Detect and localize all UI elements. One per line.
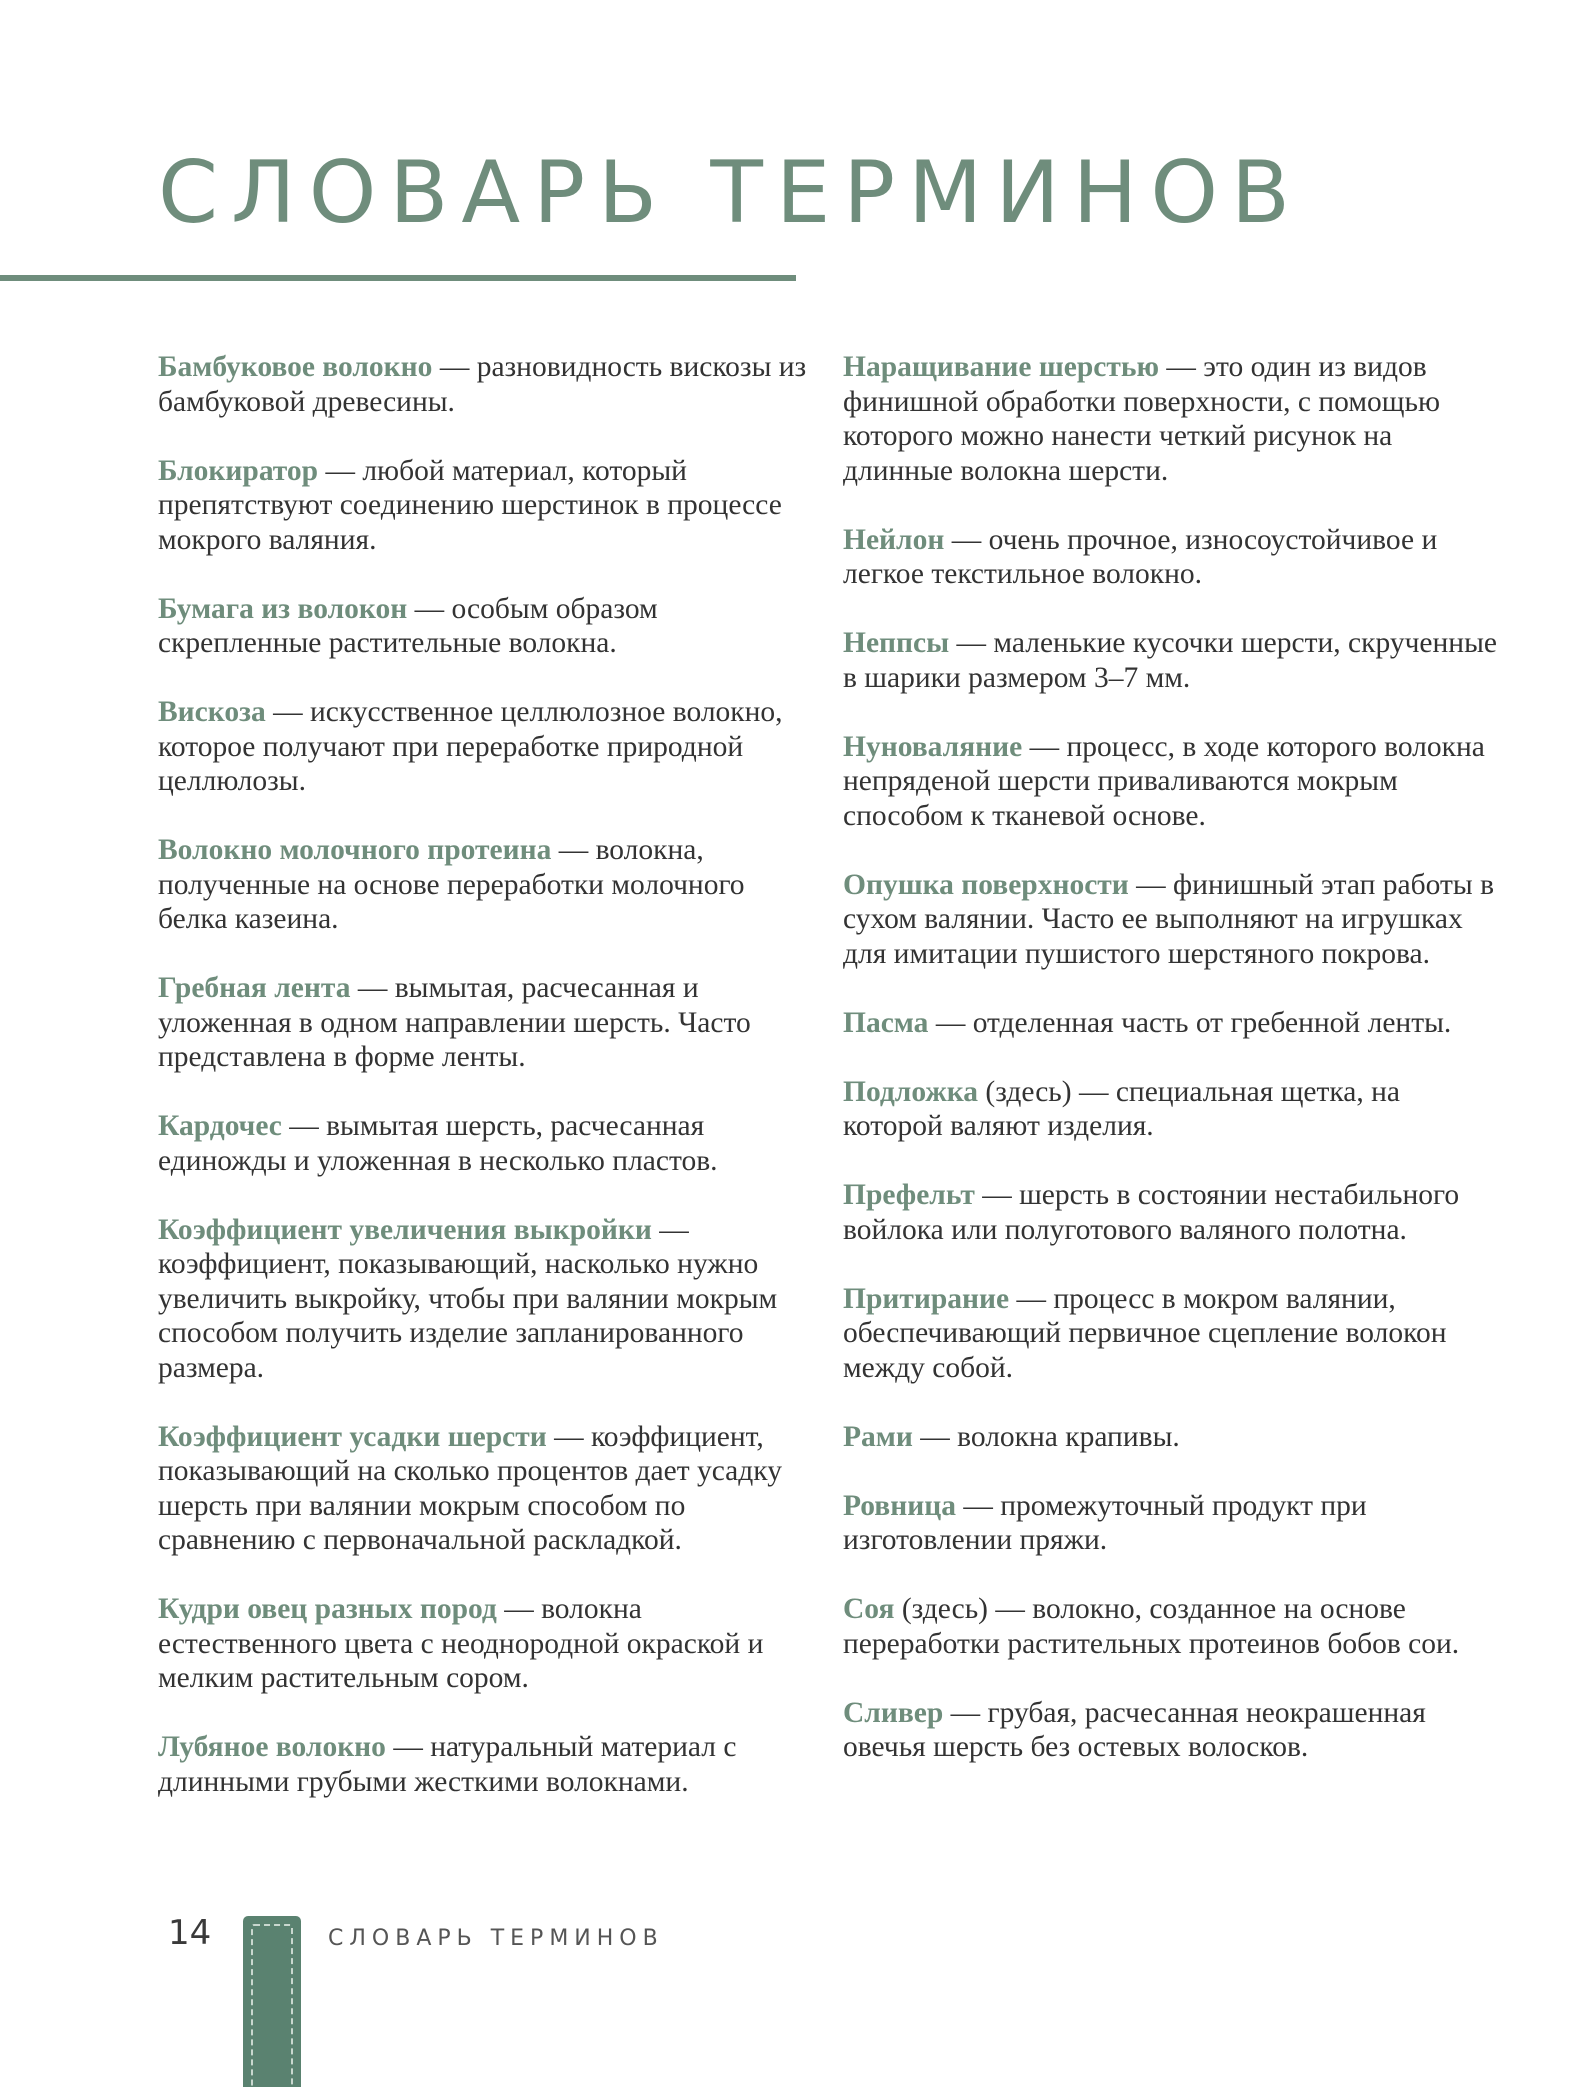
title-underline — [0, 275, 796, 281]
glossary-term: Вискоза — [158, 696, 266, 728]
glossary-entry — [158, 1420, 818, 1558]
glossary-entry — [158, 1213, 818, 1386]
glossary-term: Пасма — [843, 1006, 929, 1039]
glossary-entry — [158, 833, 818, 937]
glossary-term: Наращивание шерстью — [843, 351, 1160, 383]
glossary-column-right — [843, 350, 1503, 1799]
glossary-term: Кудри овец разных пород — [158, 1593, 497, 1625]
glossary-definition: — особым образом скрепленные растительные волокна. — [158, 592, 658, 659]
glossary-term: Рами — [843, 1420, 913, 1453]
glossary-term: Блокиратор — [158, 454, 319, 487]
glossary-term: Ровница — [843, 1489, 956, 1522]
glossary-entry — [843, 523, 1503, 592]
glossary-definition: — волокна естественного цвета с неоднородной окраской и мелким растительным сором. — [158, 1593, 764, 1694]
glossary-entry — [843, 1489, 1503, 1558]
glossary-entry — [843, 626, 1503, 695]
glossary-qualifier: (здесь) — [978, 1075, 1072, 1108]
tab-stitching — [251, 1924, 293, 2087]
glossary-definition: — любой материал, который препятствуют соединению шерстинок в процессе мокрого валяния. — [158, 454, 782, 556]
glossary-term: Нейлон — [843, 523, 945, 556]
glossary-entry — [843, 730, 1503, 834]
glossary-term: Лубяное волокно — [158, 1731, 386, 1763]
glossary-term: Бумага из волокон — [158, 592, 408, 625]
glossary-qualifier: (здесь) — [894, 1593, 988, 1625]
glossary-definition: — специальная щетка, на которой валяют изделия. — [843, 1075, 1401, 1142]
bookmark-tab — [243, 1916, 301, 2087]
glossary-definition: — волокно, созданное на основе переработки растительных протеинов бобов сои. — [843, 1593, 1460, 1660]
glossary-term: Сливер — [843, 1696, 944, 1729]
glossary-definition: — вымытая, расчесанная и уложенная в одном направлении шерсть. Часто представлена в форме ленты. — [158, 972, 751, 1073]
glossary-definition: — волокна, полученные на основе переработки молочного белка казеина. — [158, 834, 745, 935]
glossary-definition: — вымытая шерсть, расчесанная единожды и уложенная в несколько пластов. — [158, 1110, 718, 1177]
glossary-entry — [158, 592, 818, 661]
glossary-entry — [843, 1178, 1503, 1247]
glossary-definition: — промежуточный продукт при изготовлении пряжи. — [843, 1489, 1367, 1556]
glossary-definition: — натуральный материал с длинными грубыми жесткими волокнами. — [158, 1731, 737, 1798]
glossary-definition: — это один из видов финишной обработки поверхности, с помощью которого можно нанести четкий рисунок на длинные волокна шерсти. — [843, 351, 1441, 487]
glossary-entry — [843, 1075, 1503, 1144]
glossary-entry — [843, 1592, 1503, 1661]
glossary-column-left — [158, 350, 818, 1834]
glossary-term: Притирание — [843, 1282, 1010, 1315]
glossary-definition: — разновидность вискозы из бамбуковой древесины. — [158, 351, 807, 418]
glossary-term: Волокно молочного протеина — [158, 834, 552, 866]
glossary-definition: — шерсть в состоянии нестабильного войлока или полуготового валяного полотна. — [843, 1179, 1460, 1246]
glossary-definition: — процесс, в ходе которого волокна непряденой шерсти приваливаются мокрым способом к тканевой основе. — [843, 730, 1485, 832]
glossary-entry — [158, 1109, 818, 1178]
glossary-entry — [158, 1730, 818, 1799]
glossary-definition: — грубая, расчесанная неокрашенная овечья шерсть без остевых волосков. — [843, 1696, 1426, 1763]
glossary-definition: — коэффициент, показывающий на сколько процентов дает усадку шерсть при валянии мокрым способом по сравнению с первоначальной раскладкой. — [158, 1420, 782, 1556]
glossary-term: Соя — [843, 1593, 895, 1625]
glossary-definition: — отделенная часть от гребенной ленты. — [928, 1006, 1452, 1039]
glossary-definition: — маленькие кусочки шерсти, скрученные в шарики размером 3–7 мм. — [843, 627, 1497, 694]
glossary-term: Префельт — [843, 1179, 975, 1211]
glossary-entry — [843, 1282, 1503, 1386]
glossary-entry — [158, 454, 818, 558]
glossary-definition: — процесс в мокром валянии, обеспечивающий первичное сцепление волокон между собой. — [843, 1282, 1447, 1384]
glossary-term: Бамбуковое волокно — [158, 351, 433, 383]
glossary-term: Коэффициент усадки шерсти — [158, 1420, 547, 1453]
glossary-term: Кардочес — [158, 1110, 282, 1142]
glossary-term: Гребная лента — [158, 972, 351, 1004]
glossary-term: Нуноваляние — [843, 730, 1023, 763]
glossary-entry — [158, 350, 818, 419]
glossary-entry — [158, 971, 818, 1075]
glossary-term: Подложка — [843, 1075, 979, 1108]
page-number: 14 — [168, 1913, 212, 1953]
glossary-definition: — очень прочное, износоустойчивое и легкое текстильное волокно. — [843, 523, 1438, 590]
glossary-term: Коэффициент увеличения выкройки — [158, 1213, 652, 1246]
page-title: СЛОВАРЬ ТЕРМИНОВ — [158, 143, 1304, 243]
glossary-entry — [843, 868, 1503, 972]
glossary-definition: — волокна крапивы. — [912, 1420, 1180, 1453]
running-header: СЛОВАРЬ ТЕРМИНОВ — [328, 1926, 664, 1951]
glossary-entry — [843, 1420, 1503, 1455]
glossary-term: Опушка поверхности — [843, 868, 1129, 901]
glossary-definition: — финишный этап работы в сухом валянии. Часто ее выполняют на игрушках для имитации пушистого шерстяного покрова. — [843, 868, 1495, 970]
glossary-term: Неппсы — [843, 627, 950, 659]
glossary-definition: — коэффициент, показывающий, насколько нужно увеличить выкройку, чтобы при валянии мокрым способом получить изделие запланированного размера. — [158, 1213, 778, 1384]
glossary-entry — [843, 350, 1503, 488]
glossary-entry — [843, 1006, 1503, 1041]
glossary-definition: — искусственное целлюлозное волокно, которое получают при переработке природной целлюлозы. — [158, 696, 783, 797]
glossary-entry — [158, 695, 818, 799]
glossary-entry — [158, 1592, 818, 1696]
glossary-entry — [843, 1696, 1503, 1765]
